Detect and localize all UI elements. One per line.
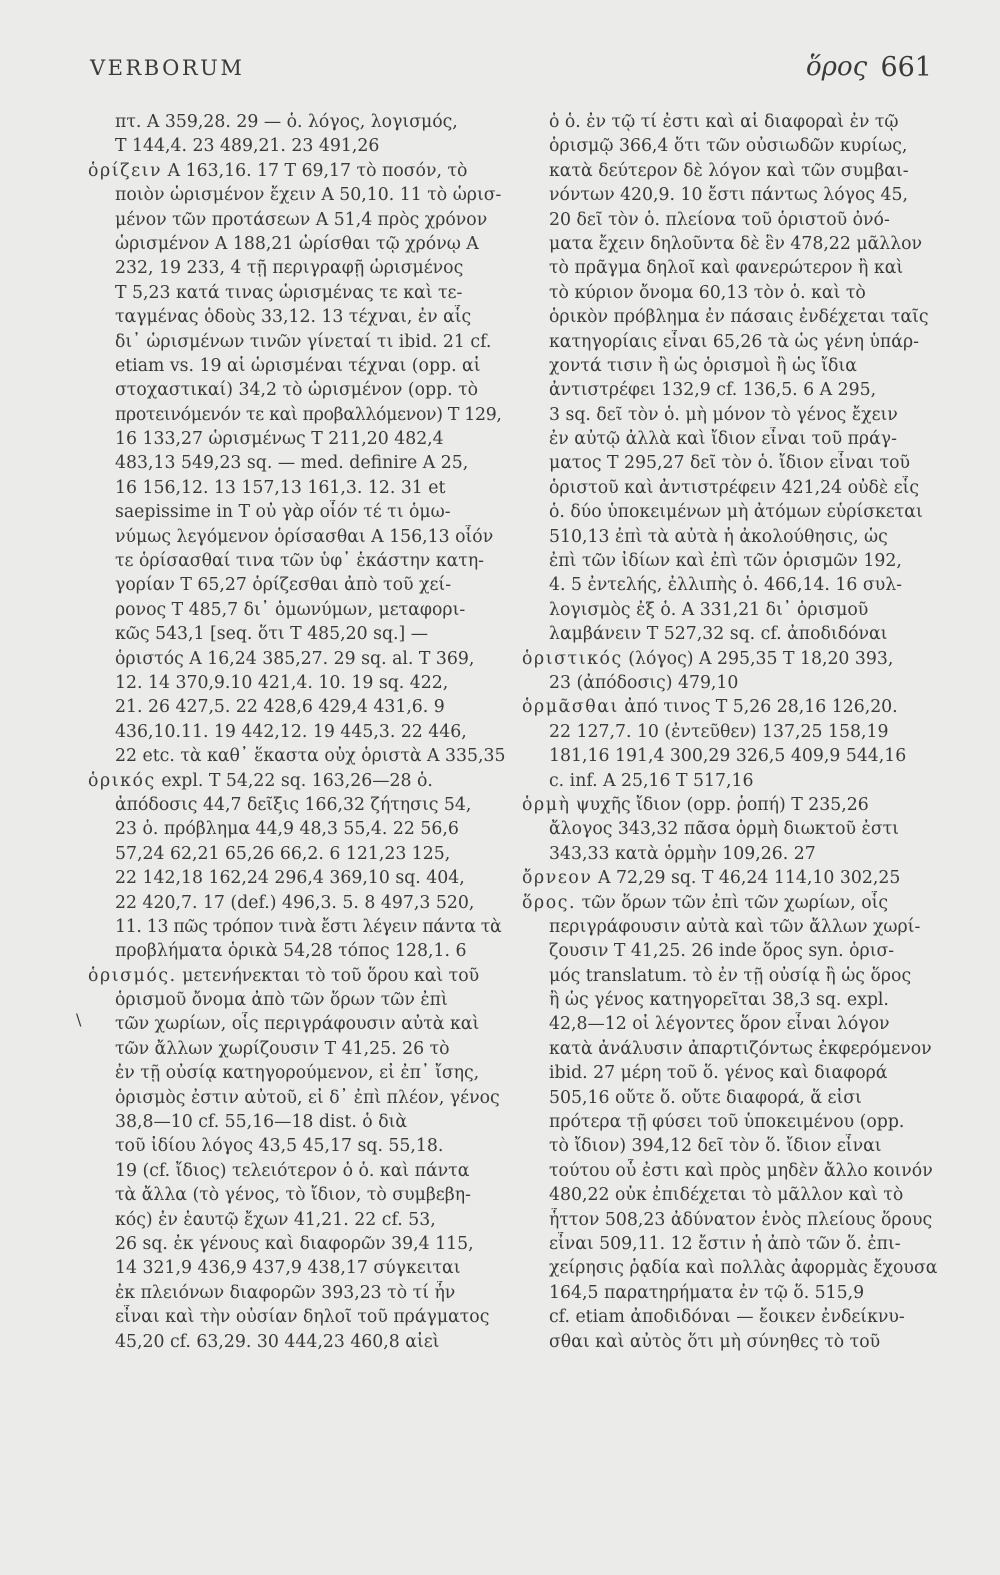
entry-text-line: 436,10.11. 19 442,12. 19 445,3. 22 446, xyxy=(115,721,467,742)
headword: ὅρος. xyxy=(522,892,577,913)
entry-text-line: λαμβάνειν Τ 527,32 sq. cf. ἀποδιδόναι xyxy=(549,624,888,645)
entry-text-line: νύμως λεγόμενον ὁρίσασθαι Α 156,13 οἷόν xyxy=(115,526,494,547)
entry-text-line: κατὰ ἀνάλυσιν ἀπαρτιζόντως ἐκφερόμενον xyxy=(549,1038,932,1059)
page-header xyxy=(90,52,932,92)
entry-text-line: cf. etiam ἀποδιδόναι — ἔοικεν ἐνδείκνυ- xyxy=(549,1307,905,1328)
right-column xyxy=(522,110,947,1354)
entry-text-line: ἄλογος 343,32 πᾶσα ὁρμὴ διωκτοῦ ἐστι xyxy=(549,819,899,840)
entry-text-line: ζουσιν Τ 41,25. 26 inde ὅρος syn. ὁρισ- xyxy=(549,941,895,962)
entry-text-line: 343,33 κατὰ ὁρμὴν 109,26. 27 xyxy=(549,843,816,864)
entry-text-line: 21. 26 427,5. 22 428,6 429,4 431,6. 9 xyxy=(115,697,445,718)
entry-headword-line: ὅρος. τῶν ὅρων τῶν ἐπὶ τῶν χωρίων, οἷς xyxy=(522,892,889,913)
entry-text-line: ὁ. δύο ὑποκειμένων μὴ ἀτόμων εὑρίσκεται xyxy=(549,502,923,523)
entry-text-line: μός translatum. τὸ ἐν τῇ οὐσίᾳ ἢ ὡς ὅρος xyxy=(549,965,912,986)
entry-text-line: 23 (ἀπόδοσις) 479,10 xyxy=(549,672,739,693)
entry-text-line: τούτου οὗ ἐστι καὶ πρὸς μηδὲν ἄλλο κοινόν xyxy=(549,1160,933,1181)
entry-text-line: εἶναι καὶ τὴν οὐσίαν δηλοῖ τοῦ πράγματος xyxy=(115,1307,490,1328)
entry-text-line: κατὰ δεύτερον δὲ λόγον καὶ τῶν συμβαι- xyxy=(549,160,909,181)
entry-headword-line: ὁριστικός (λόγος) Α 295,35 Τ 18,20 393, xyxy=(522,648,894,669)
entry-text-line: 510,13 ἐπὶ τὰ αὐτὰ ἡ ἀκολούθησις, ὡς xyxy=(549,526,888,547)
running-head-word: ὅρος xyxy=(806,52,868,82)
entry-text-line: 22 420,7. 17 (def.) 496,3. 5. 8 497,3 520, xyxy=(115,892,475,913)
entry-headword-line: ὁρικός expl. Τ 54,22 sq. 163,26—28 ὁ. xyxy=(88,770,433,791)
headword: ὄρνεον xyxy=(522,868,593,889)
entry-text-line: νόντων 420,9. 10 ἔστι πάντως λόγος 45, xyxy=(549,185,909,206)
headword: ὁρίζειν xyxy=(88,160,163,181)
entry-text-line: ὡρισμένον Α 188,21 ὡρίσθαι τῷ χρόνῳ Α xyxy=(115,233,479,254)
headword: ὁρμὴ xyxy=(522,794,571,815)
margin-mark: \ xyxy=(76,1010,82,1029)
entry-text-line: 505,16 οὔτε ὅ. οὔτε διαφορά, ἅ εἰσι xyxy=(549,1087,862,1108)
entry-text-line: 480,22 οὐκ ἐπιδέχεται τὸ μᾶλλον καὶ τὸ xyxy=(549,1185,904,1206)
entry-text-line: μένον τῶν προτάσεων Α 51,4 πρὸς χρόνον xyxy=(115,209,488,230)
entry-text-line: περιγράφουσιν αὐτὰ καὶ τῶν ἄλλων χωρί- xyxy=(549,916,921,937)
entry-headword-line: ὁρμᾶσθαι ἀπό τινος Τ 5,26 28,16 126,20. xyxy=(522,697,898,718)
entry-text-line: ταγμένας ὁδοὺς 33,12. 13 τέχναι, ἐν αἷς xyxy=(115,307,472,328)
entry-text-line: προτεινόμενόν τε καὶ προβαλλόμενον) Τ 129, xyxy=(115,404,502,425)
entry-text-line: ὁρισμὸς ἐστιν αὐτοῦ, εἰ δ᾽ ἐπὶ πλέον, γένος xyxy=(115,1087,500,1108)
headword: ὁριστικός xyxy=(522,648,623,669)
entry-text-line: 164,5 παρατηρήματα ἐν τῷ ὅ. 515,9 xyxy=(549,1282,865,1303)
entry-text-line: προβλήματα ὁρικὰ 54,28 τόπος 128,1. 6 xyxy=(115,941,467,962)
entry-headword-line: ὄρνεον Α 72,29 sq. Τ 46,24 114,10 302,25 xyxy=(522,868,901,889)
entry-text-line: ἀπόδοσις 44,7 δεῖξις 166,32 ζήτησις 54, xyxy=(115,794,472,815)
entry-text-line: 22 etc. τὰ καθ᾽ ἕκαστα οὐχ ὁριστὰ Α 335,35 xyxy=(115,746,506,767)
headword: ὁρικός xyxy=(88,770,156,791)
entry-text-line: 26 sq. ἐκ γένους καὶ διαφορῶν 39,4 115, xyxy=(115,1233,474,1254)
entry-text-line: ἢ ὡς γένος κατηγορεῖται 38,3 sq. expl. xyxy=(549,990,889,1011)
entry-text-line: 16 156,12. 13 157,13 161,3. 12. 31 et xyxy=(115,477,446,498)
entry-text-line: ρονος Τ 485,7 δι᾽ ὁμωνύμων, μεταφορι- xyxy=(115,599,466,620)
headword: ὁρισμός. xyxy=(88,965,177,986)
entry-text-line: ἐπὶ τῶν ἰδίων καὶ ἐπὶ τῶν ὁρισμῶν 192, xyxy=(549,551,902,572)
entry-text-line: ὁριστός Α 16,24 385,27. 29 sq. al. Τ 369, xyxy=(115,648,475,669)
entry-text-line: τὸ κύριον ὄνομα 60,13 τὸν ὁ. καὶ τὸ xyxy=(549,282,866,303)
entry-text-line: τε ὁρίσασθαί τινα τῶν ὑφ᾽ ἑκάστην κατη- xyxy=(115,551,485,572)
entry-text-line: ἐκ πλειόνων διαφορῶν 393,23 τὸ τί ἦν xyxy=(115,1282,456,1303)
entry-text-line: 22 142,18 162,24 296,4 369,10 sq. 404, xyxy=(115,868,465,889)
entry-headword-line: ὁρισμός. μετενήνεκται τὸ τοῦ ὅρου καὶ τοῦ xyxy=(88,965,480,986)
entry-text-line: ὁ ὁ. ἐν τῷ τί ἐστι καὶ αἱ διαφοραὶ ἐν τῷ xyxy=(549,112,899,132)
entry-text-line: 22 127,7. 10 (ἐντεῦθεν) 137,25 158,19 xyxy=(549,721,889,742)
entry-text-line: Τ 5,23 κατά τινας ὡρισμένας τε καὶ τε- xyxy=(115,282,463,303)
entry-text-line: 181,16 191,4 300,29 326,5 409,9 544,16 xyxy=(549,746,907,767)
entry-text-line: 20 δεῖ τὸν ὁ. πλείονα τοῦ ὁριστοῦ ὀνό- xyxy=(549,209,890,230)
entry-text-line: τὰ ἄλλα (τὸ γένος, τὸ ἴδιον, τὸ συμβεβη- xyxy=(115,1185,471,1206)
entry-text-line: saepissime in Τ οὐ γὰρ οἷόν τέ τι ὁμω- xyxy=(115,502,451,523)
entry-text-line: ὁριστοῦ καὶ ἀντιστρέφειν 421,24 οὐδὲ εἷς xyxy=(549,477,920,498)
entry-text-line: δι᾽ ὡρισμένων τινῶν γίνεταί τι ibid. 21 cf. xyxy=(115,331,492,352)
entry-text-line: τοῦ ἰδίου λόγος 43,5 45,17 sq. 55,18. xyxy=(115,1136,444,1157)
entry-headword-line: ὁρίζειν Α 163,16. 17 Τ 69,17 τὸ ποσόν, τὸ xyxy=(88,160,468,181)
entry-text-line: πτ. Α 359,28. 29 — ὁ. λόγος, λογισμός, xyxy=(115,112,458,132)
entry-text-line: 483,13 549,23 sq. — med. definire Α 25, xyxy=(115,453,469,474)
entry-text-line: 4. 5 ἐντελής, ἐλλιπὴς ὁ. 466,14. 16 συλ- xyxy=(549,575,902,596)
entry-text-line: στοχαστικαί) 34,2 τὸ ὡρισμένον (opp. τὸ xyxy=(115,380,479,401)
entry-text-line: εἶναι 509,11. 12 ἔστιν ἡ ἀπὸ τῶν ὅ. ἐπι- xyxy=(549,1233,901,1254)
entry-text-line: σθαι καὶ αὐτὸς ὅτι μὴ σύνηθες τὸ τοῦ xyxy=(549,1331,881,1352)
entry-text-line: 11. 13 πῶς τρόπον τινὰ ἔστι λέγειν πάντα τὰ xyxy=(115,916,502,937)
entry-text-line: ὁρισμοῦ ὄνομα ἀπὸ τῶν ὅρων τῶν ἐπὶ xyxy=(115,990,448,1011)
entry-text-line: ἀντιστρέφει 132,9 cf. 136,5. 6 Α 295, xyxy=(549,380,877,401)
entry-text-line: 45,20 cf. 63,29. 30 444,23 460,8 αἰεὶ xyxy=(115,1331,440,1352)
entry-text-line: 14 321,9 436,9 437,9 438,17 σύγκειται xyxy=(115,1258,461,1279)
entry-text-line: γορίαν Τ 65,27 ὁρίζεσθαι ἀπὸ τοῦ χεί- xyxy=(115,575,452,596)
entry-text-line: πρότερα τῇ φύσει τοῦ ὑποκειμένου (opp. xyxy=(549,1112,905,1133)
entry-text-line: c. inf. Α 25,16 Τ 517,16 xyxy=(549,770,754,791)
entry-text-line: τῶν χωρίων, οἷς περιγράφουσιν αὐτὰ καὶ xyxy=(115,1014,480,1035)
entry-text-line: 12. 14 370,9.10 421,4. 10. 19 sq. 422, xyxy=(115,672,449,693)
entry-text-line: τῶν ἄλλων χωρίζουσιν Τ 41,25. 26 τὸ xyxy=(115,1038,450,1059)
left-column xyxy=(88,110,513,1354)
entry-text-line: χείρησις ῥᾳδία καὶ πολλὰς ἀφορμὰς ἔχουσα xyxy=(549,1258,938,1279)
entry-text-line: 19 (cf. ἴδιος) τελειότερον ὁ ὁ. καὶ πάντα xyxy=(115,1160,470,1181)
entry-text-line: Τ 144,4. 23 489,21. 23 491,26 xyxy=(115,136,380,157)
entry-text-line: κός) ἐν ἑαυτῷ ἔχων 41,21. 22 cf. 53, xyxy=(115,1209,436,1230)
entry-text-line: λογισμὸς ἐξ ὁ. Α 331,21 δι᾽ ὁρισμοῦ xyxy=(549,599,869,620)
entry-text-line: 16 133,27 ὡρισμένως Τ 211,20 482,4 xyxy=(115,429,444,450)
entry-text-line: κῶς 543,1 [seq. ὅτι Τ 485,20 sq.] — xyxy=(115,624,429,645)
entry-text-line: ἐν αὐτῷ ἀλλὰ καὶ ἴδιον εἶναι τοῦ πράγ- xyxy=(549,429,897,450)
entry-text-line: ματος Τ 295,27 δεῖ τὸν ὁ. ἴδιον εἶναι τοῦ xyxy=(549,453,910,474)
entry-text-line: κατηγορίαις εἶναι 65,26 τὰ ὡς γένη ὑπάρ- xyxy=(549,331,919,352)
page-number: 661 xyxy=(880,52,932,83)
entry-text-line: ὁρικὸν πρόβλημα ἐν πάσαις ἐνδέχεται ταῖς xyxy=(549,307,929,328)
headword: ὁρμᾶσθαι xyxy=(522,697,619,718)
entry-headword-line: ὁρμὴ ψυχῆς ἴδιον (opp. ῥοπή) Τ 235,26 xyxy=(522,794,869,815)
entry-text-line: 232, 19 233, 4 τῇ περιγραφῇ ὡρισμένος xyxy=(115,258,464,279)
entry-text-line: ibid. 27 μέρη τοῦ ὅ. γένος καὶ διαφορά xyxy=(549,1063,888,1084)
entry-text-line: ποιὸν ὡρισμένον ἔχειν Α 50,10. 11 τὸ ὡρισ- xyxy=(115,185,502,206)
entry-text-line: ἧττον 508,23 ἀδύνατον ἑνὸς πλείους ὅρους xyxy=(549,1209,933,1230)
entry-text-line: 42,8—12 οἱ λέγοντες ὅρον εἶναι λόγον xyxy=(549,1014,890,1035)
entry-text-line: 38,8—10 cf. 55,16—18 dist. ὁ διὰ xyxy=(115,1112,408,1133)
entry-text-line: 57,24 62,21 65,26 66,2. 6 121,23 125, xyxy=(115,843,451,864)
running-head-left: VERBORUM xyxy=(90,56,245,80)
entry-text-line: τὸ πρᾶγμα δηλοῖ καὶ φανερώτερον ἢ καὶ xyxy=(549,258,904,279)
entry-text-line: etiam vs. 19 αἱ ὡρισμέναι τέχναι (opp. αἱ xyxy=(115,355,481,376)
entry-text-line: ματα ἔχειν δηλοῦντα δὲ ἓν 478,22 μᾶλλον xyxy=(549,233,923,254)
entry-text-line: ἐν τῇ οὐσίᾳ κατηγορούμενον, εἰ ἐπ᾽ ἴσης, xyxy=(115,1063,480,1084)
entry-text-line: ὁρισμῷ 366,4 ὅτι τῶν οὐσιωδῶν κυρίως, xyxy=(549,136,908,157)
entry-text-line: τὸ ἴδιον) 394,12 δεῖ τὸν ὅ. ἴδιον εἶναι xyxy=(549,1136,882,1157)
entry-text-line: 3 sq. δεῖ τὸν ὁ. μὴ μόνον τὸ γένος ἔχειν xyxy=(549,404,898,425)
entry-text-line: χοντά τισιν ἢ ὡς ὁρισμοὶ ἢ ὡς ἴδια xyxy=(549,355,857,376)
entry-text-line: 23 ὁ. πρόβλημα 44,9 48,3 55,4. 22 56,6 xyxy=(115,819,459,840)
